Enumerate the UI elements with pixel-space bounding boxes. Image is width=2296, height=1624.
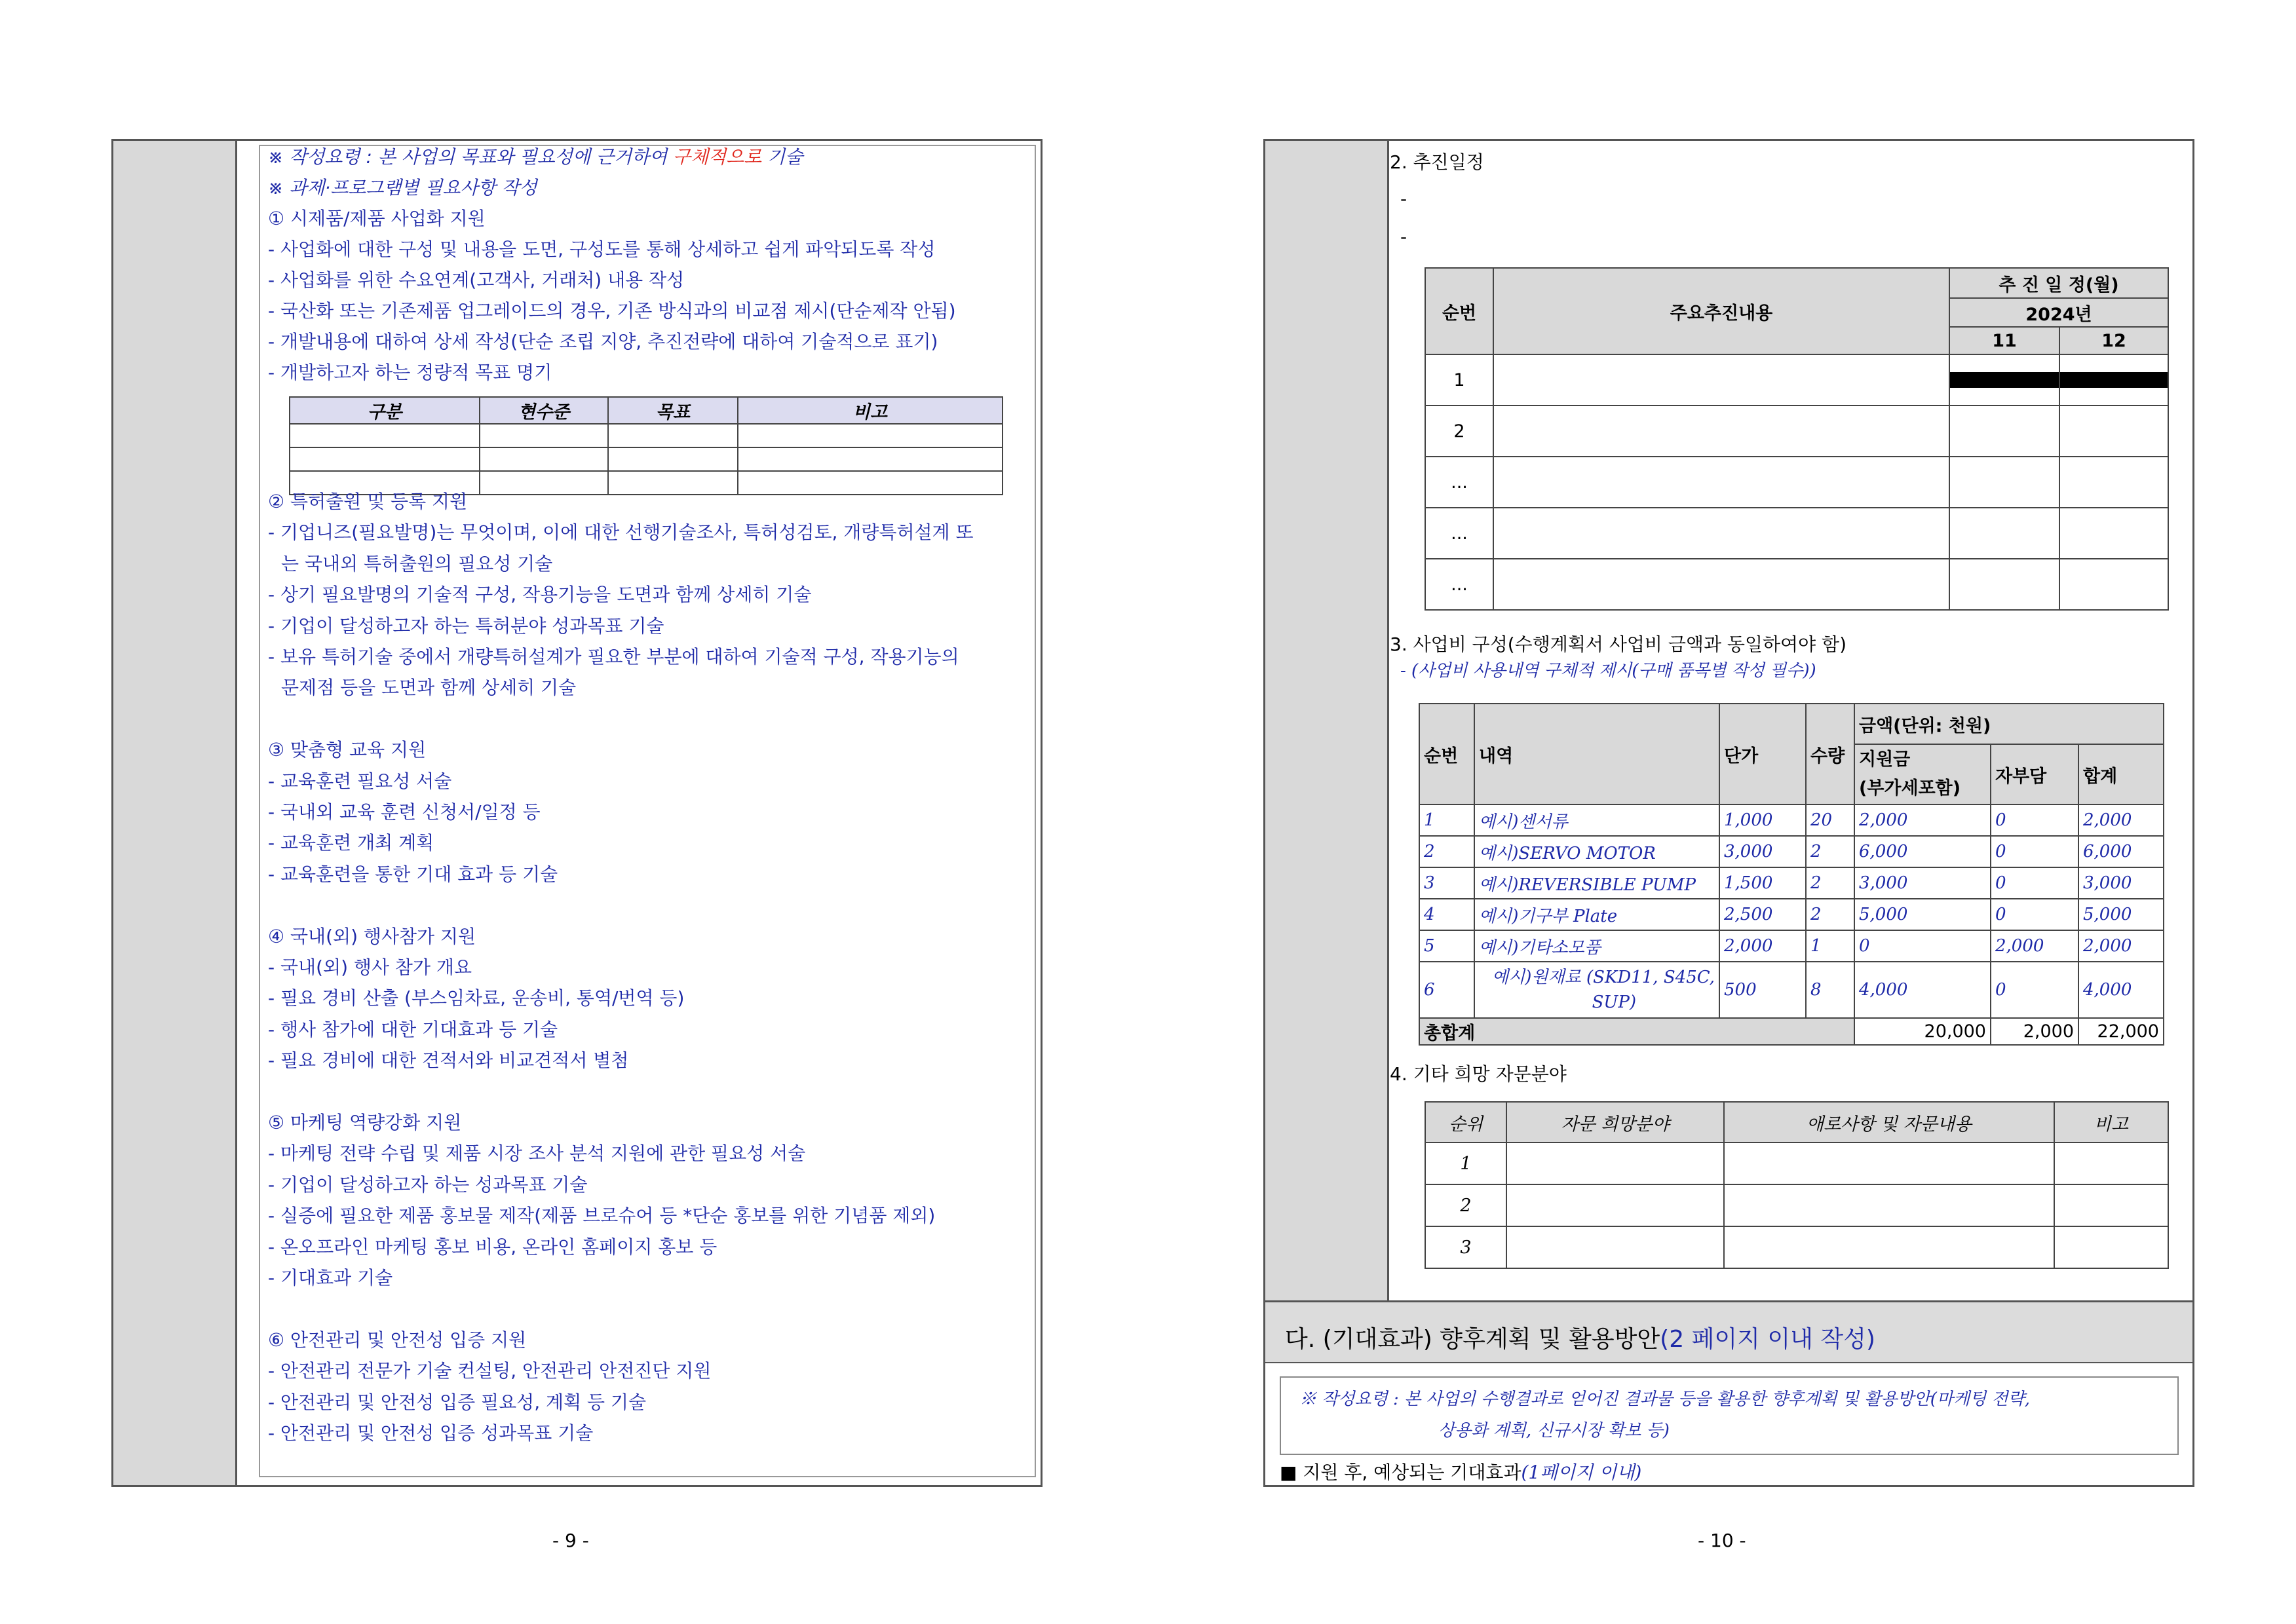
budget-cell-support: 0 [1854,930,1991,962]
item-text: - 온오프라인 마케팅 홍보 비용, 온라인 홈페이지 홍보 등 [268,1236,718,1258]
budget-cell-no: 1 [1419,804,1474,836]
row-number: 1 [1425,354,1493,406]
budget-cell-support: 6,000 [1854,836,1991,867]
dash-line: - [1400,226,1407,248]
budget-cell-sum: 4,000 [2078,962,2164,1018]
item-text: - 필요 경비 산출 (부스임차료, 운송비, 통역/번역 등) [268,987,685,1010]
budget-total-sum: 22,000 [2078,1018,2164,1045]
item-text: - 기업이 달성하고자 하는 성과목표 기술 [268,1173,588,1196]
item-heading: ④ 국내(외) 행사참가 지원 [268,925,476,947]
item-text: - 기대효과 기술 [268,1267,393,1289]
budget-row [1419,867,2164,899]
budget-title: 3. 사업비 구성(수행계획서 사업비 금액과 동일하여야 함) [1390,633,1847,655]
budget-cell-self: 0 [1991,962,2078,1018]
item-text: - 보유 특허기술 중에서 개량특허설계가 필요한 부분에 대하여 기술적 구성, 작용기능의 [268,646,959,668]
budget-cell-price: 500 [1719,962,1806,1018]
budget-total-row [1419,1018,2164,1045]
page-9 [111,139,1043,1551]
item-heading: ⑤ 마케팅 역량강화 지원 [268,1112,462,1133]
budget-cell-qty: 2 [1806,867,1854,899]
advice-header: 순위 [1425,1102,1506,1142]
item-heading: ① 시제품/제품 사업화 지원 [268,208,486,229]
row-number: 2 [1425,406,1493,457]
table-row [1425,559,2168,610]
budget-cell-price: 2,500 [1719,899,1806,930]
left-label-column [113,141,237,1485]
goal-table-header: 비고 [738,397,1003,424]
item-text: - 마케팅 전략 수립 및 제품 시장 조사 분석 지원에 관한 필요성 서술 [268,1142,806,1165]
budget-cell-no: 4 [1419,899,1474,930]
budget-cell-no: 3 [1419,867,1474,899]
budget-total-self: 2,000 [1991,1018,2078,1045]
section-title: 다. (기대효과) 향후계획 및 활용방안(2 페이지 이내 작성) [1285,1326,1875,1353]
item-text: - 상기 필요발명의 기술적 구성, 작용기능을 도면과 함께 상세히 기술 [268,584,812,606]
table-row [1425,1142,2168,1184]
row-number: ... [1425,457,1493,508]
schedule-col-schedule: 추 진 일 정(월) [1949,268,2168,298]
budget-cell-sum: 2,000 [2078,930,2164,962]
budget-col-self: 자부담 [1991,744,2078,804]
schedule-table [1425,267,2169,611]
goal-table [289,396,1003,495]
guide-note-box [1280,1376,2179,1455]
budget-cell-support: 4,000 [1854,962,1991,1018]
advice-title: 4. 기타 희망 자문분야 [1390,1063,1567,1085]
budget-total-label: 총합계 [1419,1018,1854,1045]
table-row [1425,406,2168,457]
expected-effect-line: ■ 지원 후, 예상되는 기대효과(1페이지 이내) [1280,1462,1642,1483]
left-label-column [1265,141,1389,1300]
schedule-month: 11 [1949,327,2059,354]
budget-cell-item: 예시)원재료 (SKD11, S45C, SUP) [1474,962,1719,1018]
item-text: - 안전관리 및 안전성 입증 필요성, 계획 등 기술 [268,1391,647,1413]
item-text: - 안전관리 및 안전성 입증 성과목표 기술 [268,1422,594,1444]
item-heading: ③ 맞춤형 교육 지원 [268,739,427,761]
budget-row [1419,899,2164,930]
guide-note-line-1: ※ 작성요령 : 본 사업의 수행결과로 얻어진 결과물 등을 활용한 향후계획 및 활용방안(마케팅 전략, [1299,1389,2031,1409]
budget-cell-sum: 3,000 [2078,867,2164,899]
item-text: - 교육훈련을 통한 기대 효과 등 기술 [268,863,558,885]
gantt-bar [1950,372,2059,388]
budget-col-sum: 합계 [2078,744,2164,804]
budget-col-item: 내역 [1474,704,1719,804]
budget-cell-qty: 2 [1806,899,1854,930]
table-row [1425,508,2168,559]
dash-line: - [1400,188,1407,210]
item-heading: ⑥ 안전관리 및 안전성 입증 지원 [268,1329,527,1351]
budget-col-price: 단가 [1719,704,1806,804]
budget-row [1419,962,2164,1018]
budget-cell-self: 2,000 [1991,930,2078,962]
budget-cell-price: 2,000 [1719,930,1806,962]
advice-header: 애로사항 및 자문내용 [1724,1102,2054,1142]
goal-table-header: 현수준 [480,397,608,424]
row-number: ... [1425,559,1493,610]
page-10 [1263,139,2194,1551]
item-text: - 개발내용에 대하여 상세 작성(단순 조립 지양, 추진전략에 대하여 기술적으로 표기) [268,331,938,352]
row-number: 1 [1425,1142,1506,1184]
item-text: 는 국내외 특허출원의 필요성 기술 [281,552,553,575]
budget-cell-qty: 2 [1806,836,1854,867]
budget-cell-support: 3,000 [1854,867,1991,899]
budget-col-support: 지원금 (부가세포함) [1854,744,1991,804]
budget-col-no: 순번 [1419,704,1474,804]
item-text: - 교육훈련 필요성 서술 [268,770,452,792]
budget-table [1419,703,2164,1046]
row-number: 2 [1425,1184,1506,1226]
advice-header: 자문 희망분야 [1506,1102,1724,1142]
item-text: - 국산화 또는 기존제품 업그레이드의 경우, 기존 방식과의 비교점 제시(단순제작 안됨) [268,300,956,322]
budget-cell-qty: 20 [1806,804,1854,836]
budget-cell-no: 6 [1419,962,1474,1018]
item-text: - 기업이 달성하고자 하는 특허분야 성과목표 기술 [268,614,664,637]
advice-table [1425,1101,2169,1269]
item-text: - 필요 경비에 대한 견적서와 비교견적서 별첨 [268,1049,629,1072]
budget-cell-item: 예시)SERVO MOTOR [1474,836,1719,867]
guide-line-2: ※ 과제·프로그램별 필요사항 작성 [268,177,537,198]
item-text: - 행사 참가에 대한 기대효과 등 기술 [268,1018,558,1040]
schedule-col-no: 순번 [1425,268,1493,354]
item-text: - 국내외 교육 훈련 신청서/일정 등 [268,801,541,823]
budget-cell-price: 1,500 [1719,867,1806,899]
item-text: - 국내(외) 행사 참가 개요 [268,956,472,978]
item-text: - 실증에 필요한 제품 홍보물 제작(제품 브로슈어 등 *단순 홍보를 위한 기념품 제외) [268,1205,936,1227]
budget-cell-self: 0 [1991,804,2078,836]
budget-cell-self: 0 [1991,899,2078,930]
budget-cell-qty: 1 [1806,930,1854,962]
budget-cell-price: 1,000 [1719,804,1806,836]
budget-cell-sum: 6,000 [2078,836,2164,867]
item-text: - 사업화를 위한 수요연계(고객사, 거래처) 내용 작성 [268,269,685,291]
budget-col-qty: 수량 [1806,704,1854,804]
budget-cell-self: 0 [1991,836,2078,867]
budget-cell-item: 예시)REVERSIBLE PUMP [1474,867,1719,899]
budget-cell-item: 예시)기타소모품 [1474,930,1719,962]
schedule-year: 2024년 [1949,298,2168,327]
budget-cell-item: 예시)기구부 Plate [1474,899,1719,930]
goal-table-header: 구분 [290,397,480,424]
row-number: 3 [1425,1226,1506,1268]
budget-row [1419,804,2164,836]
item-text: - 사업화에 대한 구성 및 내용을 도면, 구성도를 통해 상세하고 쉽게 파악되도록 작성 [268,238,936,260]
guide-line-1: ※ 작성요령 : 본 사업의 목표와 필요성에 근거하여 구체적으로 기술 [268,146,803,168]
table-row [290,424,1003,447]
budget-col-amount: 금액(단위: 천원) [1854,704,2164,744]
budget-cell-qty: 8 [1806,962,1854,1018]
item-heading: ② 특허출원 및 등록 지원 [268,491,468,512]
page-number: - 9 - [552,1530,589,1551]
budget-cell-no: 5 [1419,930,1474,962]
page-number: - 10 - [1698,1530,1746,1551]
gantt-bar [2060,372,2168,388]
row-number: ... [1425,508,1493,559]
item-text: - 안전관리 전문가 기술 컨설팅, 안전관리 안전진단 지원 [268,1360,712,1382]
table-row [1425,1184,2168,1226]
budget-total-support: 20,000 [1854,1018,1991,1045]
budget-row [1419,836,2164,867]
budget-cell-no: 2 [1419,836,1474,867]
item-text: 문제점 등을 도면과 함께 상세히 기술 [281,677,577,699]
schedule-month: 12 [2059,327,2168,354]
budget-row [1419,930,2164,962]
schedule-title: 2. 추진일정 [1390,151,1484,173]
budget-cell-item: 예시)센서류 [1474,804,1719,836]
item-text: - 개발하고자 하는 정량적 목표 명기 [268,362,552,383]
item-text: - 기업니즈(필요발명)는 무엇이며, 이에 대한 선행기술조사, 특허성검토, 개량특허설계 또 [268,521,974,544]
section-header [1265,1300,2192,1363]
item-text: - 교육훈련 개최 계획 [268,832,434,854]
budget-note: - (사업비 사용내역 구체적 제시(구매 품목별 작성 필수)) [1400,661,1816,681]
schedule-col-content: 주요추진내용 [1493,268,1949,354]
budget-cell-self: 0 [1991,867,2078,899]
table-row [1425,457,2168,508]
table-row [1425,1226,2168,1268]
budget-cell-price: 3,000 [1719,836,1806,867]
advice-header: 비고 [2054,1102,2168,1142]
budget-cell-sum: 5,000 [2078,899,2164,930]
guide-note-line-2: 상용화 계획, 신규시장 확보 등) [1438,1421,1670,1441]
budget-cell-support: 5,000 [1854,899,1991,930]
table-row [1425,354,2168,406]
budget-cell-sum: 2,000 [2078,804,2164,836]
goal-table-header: 목표 [608,397,738,424]
table-row [290,447,1003,471]
budget-cell-support: 2,000 [1854,804,1991,836]
